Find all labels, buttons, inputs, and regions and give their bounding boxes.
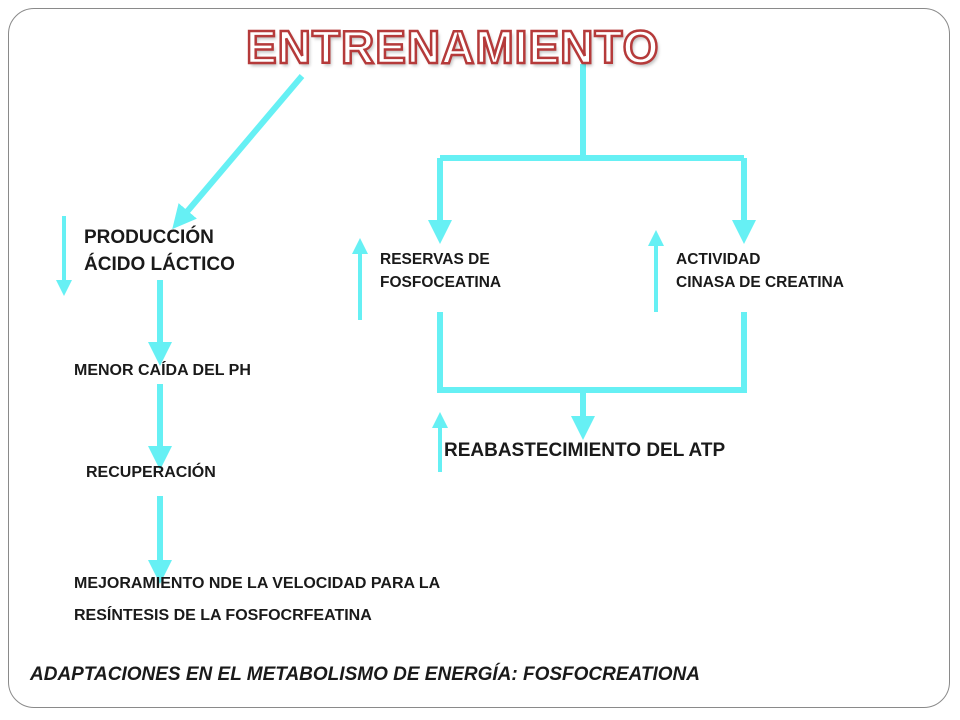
phosphocreatine-reserves: RESERVAS DE FOSFOCEATINA (380, 251, 502, 291)
atp-replenishment: REABASTECIMIENTO DEL ATP (444, 440, 726, 461)
less-ph-drop: MENOR CAÍDA DEL PH (74, 362, 251, 379)
arrow-title-to-production (180, 76, 302, 220)
slide-footer-caption: ADAPTACIONES EN EL METABOLISMO DE ENERGÍA: FOSFOCREATIONA (30, 664, 700, 685)
production-lactic-acid: PRODUCCIÓN ÁCIDO LÁCTICO (84, 227, 235, 275)
speed-improvement: MEJORAMIENTO NDE LA VELOCIDAD PARA LA RESÍNTESIS DE LA FOSFOCRFEATINA (74, 575, 441, 624)
creatine-kinase-activity: ACTIVIDAD CINASA DE CREATINA (676, 251, 844, 291)
recovery: RECUPERACIÓN (86, 464, 216, 481)
diagram-title: ENTRENAMIENTO (246, 21, 660, 73)
connector-merge (440, 312, 744, 390)
